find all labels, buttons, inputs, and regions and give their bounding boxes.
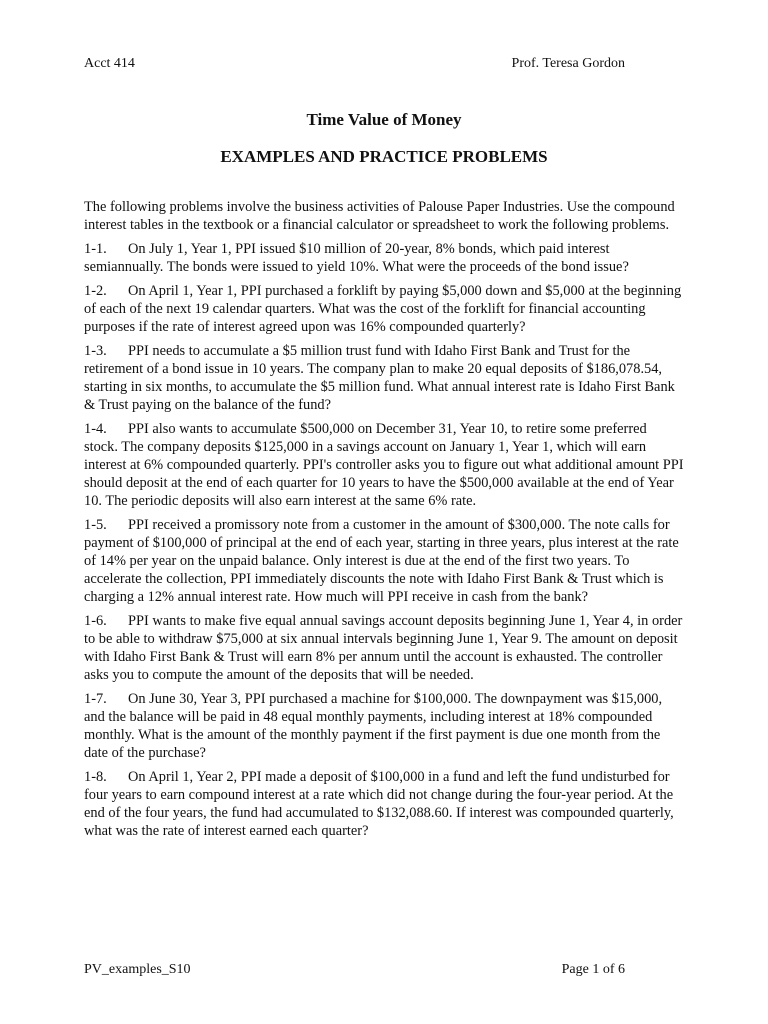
problem-item (84, 240, 684, 276)
document-title: Time Value of Money (306, 110, 462, 129)
problem-number: 1-3. (84, 343, 107, 359)
problem-text: On April 1, Year 1, PPI purchased a forklift by paying $5,000 down and $5,000 at the beginning of each of the next 19 calendar quarters. What was the cost of the forklift for financial accounting purposes if the rate of interest agreed upon was 16% compounded quarterly? (84, 283, 682, 335)
course-label: Acct 414 (84, 56, 135, 71)
intro-paragraph: The following problems involve the business activities of Palouse Paper Industries. Use the compound interest tables in the textbook or a financial calculator or spreadsheet to work the following problems. (84, 199, 675, 233)
problem-item (84, 342, 684, 414)
problem-text: On July 1, Year 1, PPI issued $10 million of 20-year, 8% bonds, which paid interest semiannually. The bonds were issued to yield 10%. What were the proceeds of the bond issue? (84, 241, 629, 275)
page-footer (84, 962, 625, 978)
document-body (84, 198, 684, 846)
problem-item (84, 282, 684, 336)
page-header (84, 56, 625, 72)
problem-number: 1-8. (84, 769, 107, 785)
problem-item (84, 420, 684, 510)
problem-text: PPI wants to make five equal annual savings account deposits beginning June 1, Year 4, in order to be able to withdraw $75,000 at six annual intervals beginning June 1, Year 9. The amount on deposit with Idaho First Bank & Trust will earn 8% per annum until the account is exhausted. The controller asks you to compute the amount of the deposits that will be needed. (84, 613, 683, 683)
problem-item (84, 612, 684, 684)
problem-item (84, 768, 684, 840)
problem-text: On June 30, Year 3, PPI purchased a machine for $100,000. The downpayment was $15,000, and the balance will be paid in 48 equal monthly payments, including interest at 18% compounded monthly. What is the amount of the monthly payment if the first payment is due one month from the date of the purchase? (84, 691, 663, 761)
problem-number: 1-6. (84, 613, 107, 629)
problem-text: PPI received a promissory note from a customer in the amount of $300,000. The note calls for payment of $100,000 of principal at the end of each year, starting in three years, plus interest at the rate of 14% per year on the unpaid balance. Only interest is due at the end of the first two years. To accelerate the collection, PPI immediately discounts the note with Idaho First Bank & Trust which is charging a 12% annual interest rate. How much will PPI receive in cash from the bank? (84, 517, 679, 605)
problem-text: On April 1, Year 2, PPI made a deposit of $100,000 in a fund and left the fund undisturbed for four years to earn compound interest at a rate which did not change during the four-year period. At the end of the four years, the fund had accumulated to $132,088.60. If interest was compounded quarterly, what was the rate of interest earned each quarter? (84, 769, 674, 839)
footer-filename: PV_examples_S10 (84, 962, 191, 977)
page-number: Page 1 of 6 (561, 962, 625, 977)
problem-number: 1-7. (84, 691, 107, 707)
problem-text: PPI also wants to accumulate $500,000 on December 31, Year 10, to retire some preferred stock. The company deposits $125,000 in a savings account on January 1, Year 1, which will earn interest at 6% compounded quarterly. PPI's controller asks you to figure out what additional amount PPI should deposit at the end of each quarter for 10 years to have the $500,000 available at the end of Year 10. The periodic deposits will also earn interest at the same 6% rate. (84, 421, 684, 509)
problem-item (84, 690, 684, 762)
problem-number: 1-4. (84, 421, 107, 437)
problem-number: 1-1. (84, 241, 107, 257)
problem-item (84, 516, 684, 606)
document-subtitle: EXAMPLES AND PRACTICE PROBLEMS (220, 147, 548, 166)
problem-number: 1-2. (84, 283, 107, 299)
professor-label: Prof. Teresa Gordon (511, 56, 625, 71)
problem-text: PPI needs to accumulate a $5 million trust fund with Idaho First Bank and Trust for the retirement of a bond issue in 10 years. The company plan to make 20 equal deposits of $186,078.54, starting in six months, to accumulate the $5 million fund. What annual interest rate is Idaho First Bank & Trust paying on the balance of the fund? (84, 343, 675, 413)
problem-number: 1-5. (84, 517, 107, 533)
